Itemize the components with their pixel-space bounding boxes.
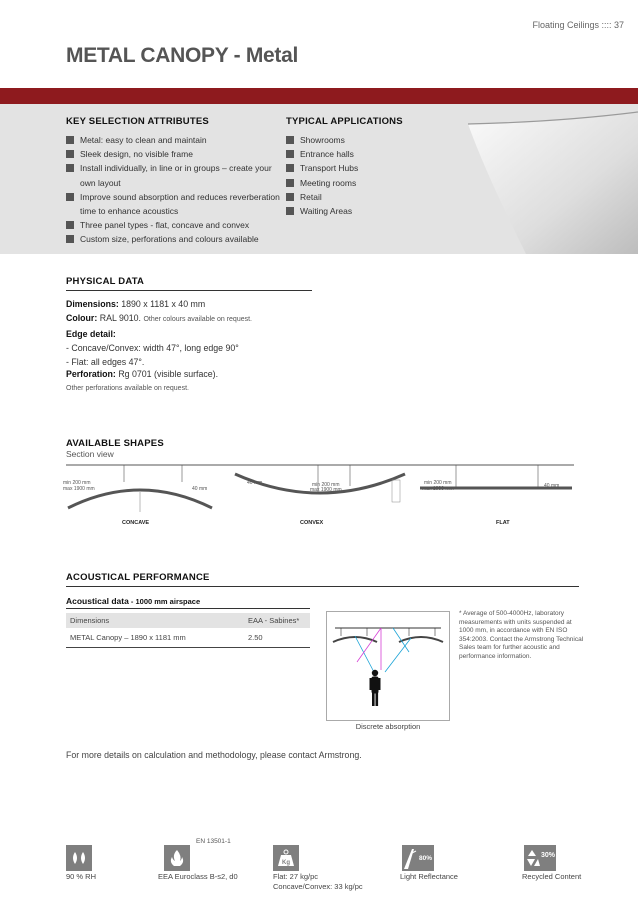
list-item: Waiting Areas — [286, 204, 436, 218]
humidity-label: 90 % RH — [66, 872, 97, 881]
acoustical-data-heading: Acoustical data - 1000 mm airspace — [66, 596, 201, 606]
en-standard-label: EN 13501-1 — [196, 838, 231, 845]
dim-min-label: min 200 mm — [312, 482, 340, 488]
divider — [66, 586, 579, 587]
light-reflectance-value: 80% — [419, 855, 433, 862]
colour-label: Colour: — [66, 313, 98, 323]
list-item: Sleek design, no visible frame — [66, 147, 281, 161]
fire-rating-label: EEA Euroclass B-s2, d0 — [158, 872, 238, 881]
recycled-content-value: 30% — [541, 852, 556, 859]
brand-band — [0, 88, 638, 104]
divider — [66, 290, 312, 291]
physical-data-heading: PHYSICAL DATA — [66, 276, 145, 287]
dim-40-label: 40 mm — [192, 486, 208, 492]
acoustical-table — [66, 613, 310, 648]
convex-shape — [235, 465, 405, 526]
dimensions-value: 1890 x 1181 x 40 mm — [121, 299, 206, 309]
list-item: Meeting rooms — [286, 176, 436, 190]
recycled-content-label: Recycled Content — [522, 872, 582, 881]
concave-label: CONCAVE — [122, 520, 150, 526]
weight-icon-text: Kg — [282, 860, 290, 866]
key-selection-attributes — [66, 116, 281, 247]
dim-max-label: max 1900 mm — [422, 486, 454, 492]
section-view-label: Section view — [66, 449, 114, 459]
typical-applications — [286, 116, 436, 218]
perforation-value: Rg 0701 (visible surface). — [118, 369, 219, 379]
shapes-section-diagram — [60, 460, 580, 532]
column-header: Dimensions — [70, 616, 110, 625]
divider — [66, 608, 310, 609]
colour-note: Other colours available on request. — [143, 316, 252, 323]
recycled-content-icon — [524, 845, 556, 871]
dim-max-label: max 1900 mm — [63, 486, 95, 492]
key-attributes-heading: KEY SELECTION ATTRIBUTES — [66, 116, 209, 127]
contact-note: For more details on calculation and methodology, please contact Armstrong. — [66, 750, 362, 760]
column-header: EAA - Sabines* — [248, 616, 300, 625]
diagram-caption: Discrete absorption — [355, 722, 421, 731]
product-image — [468, 104, 638, 254]
perforation-label: Perforation: — [66, 369, 116, 379]
fire-rating-icon — [164, 845, 190, 871]
dim-40-label: 40 mm — [544, 483, 560, 489]
convex-label: CONVEX — [300, 520, 324, 526]
list-item: Showrooms — [286, 133, 436, 147]
weight-label: Flat: 27 kg/pc Concave/Convex: 33 kg/pc — [273, 872, 363, 891]
flat-shape — [420, 465, 572, 526]
absorption-diagram — [326, 611, 450, 721]
edge-label: Edge detail: — [66, 329, 116, 339]
list-item: Three panel types - flat, concave and convex — [66, 218, 281, 232]
list-item: Entrance halls — [286, 147, 436, 161]
light-reflectance-label: Light Reflectance — [400, 872, 458, 881]
list-item: Retail — [286, 190, 436, 204]
concave-shape — [63, 465, 212, 526]
list-item: Improve sound absorption and reduces reverberation time to enhance acoustics — [66, 190, 281, 218]
table-cell: 2.50 — [248, 633, 263, 642]
edge-line: - Flat: all edges 47°. — [66, 357, 145, 367]
flat-label: FLAT — [496, 520, 510, 526]
weight-icon — [273, 845, 299, 871]
list-item: Metal: easy to clean and maintain — [66, 133, 281, 147]
humidity-icon — [66, 845, 92, 871]
colour-value: RAL 9010. — [99, 313, 141, 323]
list-item: Transport Hubs — [286, 161, 436, 175]
perforation-note: Other perforations available on request. — [66, 385, 189, 392]
list-item: Install individually, in line or in groups – create your own layout — [66, 161, 281, 189]
acoustical-performance-heading: ACOUSTICAL PERFORMANCE — [66, 572, 210, 583]
dim-min-label: min 200 mm — [63, 480, 91, 486]
list-item: Custom size, perforations and colours available — [66, 232, 281, 246]
page-reference: Floating Ceilings :::: 37 — [532, 20, 624, 30]
applications-heading: TYPICAL APPLICATIONS — [286, 116, 403, 127]
dim-max-label: max 1900 mm — [310, 487, 342, 493]
dim-min-label: min 200 mm — [424, 480, 452, 486]
edge-line: - Concave/Convex: width 47°, long edge 90° — [66, 343, 239, 353]
table-cell: METAL Canopy – 1890 x 1181 mm — [70, 633, 186, 642]
acoustic-footnote: * Average of 500-4000Hz, laboratory measurements with units suspended at 1000 mm, in accordance with EN ISO 354:2003. Contact the Armstrong Technical Sales team for further acoustic and performance information. — [459, 610, 584, 660]
light-reflectance-icon — [402, 845, 434, 871]
available-shapes-heading: AVAILABLE SHAPES — [66, 438, 164, 449]
table-header — [66, 613, 310, 628]
page-title: METAL CANOPY - Metal — [66, 44, 299, 67]
physical-data — [66, 297, 466, 396]
dimensions-label: Dimensions: — [66, 299, 119, 309]
dim-40-label: 40 mm — [247, 480, 263, 486]
table-row — [66, 628, 310, 648]
